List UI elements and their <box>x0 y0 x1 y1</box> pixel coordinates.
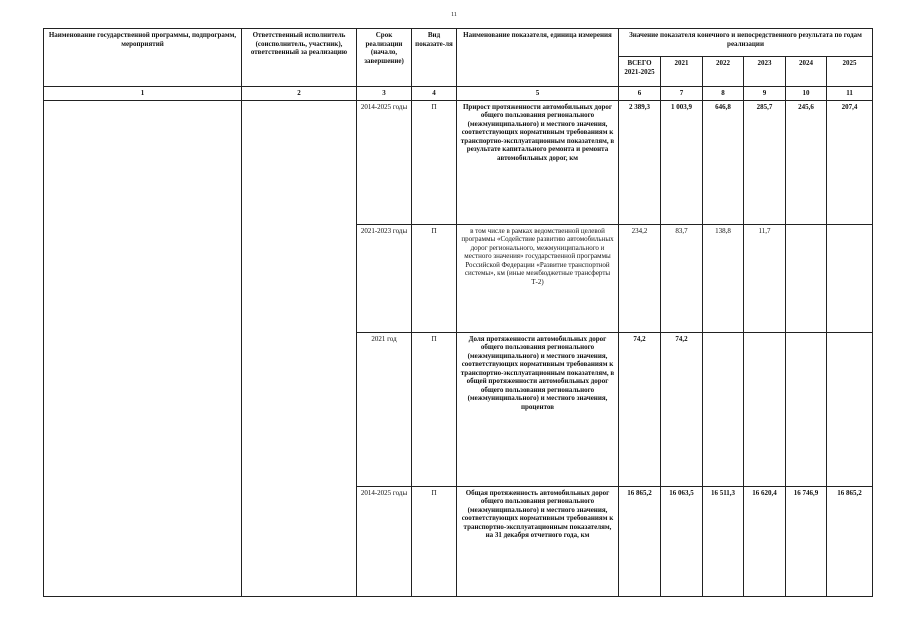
value-2024-cell <box>786 224 827 332</box>
type-cell: П <box>412 486 457 596</box>
value-2021-cell: 16 063,5 <box>661 486 703 596</box>
table-row <box>44 100 873 224</box>
header-period: Срок реализации (начало, завершение) <box>357 29 412 87</box>
indicator-cell: Доля протяженности автомобильных дорог общего пользования регионального (межмуниципального) и местного значения, соответствующих нормативным требованиям к транспортно-эксплуатационным показателям, в общей протяженности автомобильных дорог общего пользования регионального (межмуниципального) и местного значения, процентов <box>457 332 619 486</box>
header-total: ВСЕГО 2021-2025 <box>619 57 661 87</box>
column-number-row <box>44 87 873 101</box>
value-2022-cell: 16 511,3 <box>703 486 744 596</box>
value-2023-cell: 11,7 <box>744 224 786 332</box>
value-2025-cell: 207,4 <box>827 100 873 224</box>
page-number: 11 <box>451 12 457 18</box>
column-number: 5 <box>457 87 619 101</box>
value-2023-cell: 16 620,4 <box>744 486 786 596</box>
header-year-2024: 2024 <box>786 57 827 87</box>
total-cell: 74,2 <box>619 332 661 486</box>
type-cell: П <box>412 224 457 332</box>
total-cell: 234,2 <box>619 224 661 332</box>
type-cell: П <box>412 332 457 486</box>
type-cell: П <box>412 100 457 224</box>
indicators-table <box>43 28 873 597</box>
column-number: 6 <box>619 87 661 101</box>
value-2021-cell: 74,2 <box>661 332 703 486</box>
column-number: 1 <box>44 87 242 101</box>
column-number: 10 <box>786 87 827 101</box>
indicator-cell: Общая протяженность автомобильных дорог общего пользования регионального (межмуниципального) и местного значения, соответствующих нормативным требованиям к транспортно-эксплуатационным показателям, на 31 декабря отчетного года, км <box>457 486 619 596</box>
value-2023-cell <box>744 332 786 486</box>
header-year-2022: 2022 <box>703 57 744 87</box>
column-number: 3 <box>357 87 412 101</box>
value-2025-cell <box>827 224 873 332</box>
value-2022-cell <box>703 332 744 486</box>
total-cell: 2 389,3 <box>619 100 661 224</box>
header-year-2025: 2025 <box>827 57 873 87</box>
header-indicator: Наименование показателя, единица измерения <box>457 29 619 87</box>
column-number: 9 <box>744 87 786 101</box>
responsible-cell <box>242 100 357 596</box>
header-year-2023: 2023 <box>744 57 786 87</box>
column-number: 8 <box>703 87 744 101</box>
value-2025-cell: 16 865,2 <box>827 486 873 596</box>
column-number: 4 <box>412 87 457 101</box>
value-2021-cell: 1 003,9 <box>661 100 703 224</box>
period-cell: 2021 год <box>357 332 412 486</box>
header-type: Вид показате-ля <box>412 29 457 87</box>
header-responsible: Ответственный исполнитель (соисполнитель, участник), ответственный за реализацию <box>242 29 357 87</box>
header-program: Наименование государственной программы, подпрограмм, мероприятий <box>44 29 242 87</box>
value-2022-cell: 138,8 <box>703 224 744 332</box>
column-number: 7 <box>661 87 703 101</box>
value-2025-cell <box>827 332 873 486</box>
period-cell: 2021-2023 годы <box>357 224 412 332</box>
header-values-group: Значение показателя конечного и непосредственного результата по годам реализации <box>619 29 873 57</box>
value-2023-cell: 285,7 <box>744 100 786 224</box>
value-2022-cell: 646,8 <box>703 100 744 224</box>
period-cell: 2014-2025 годы <box>357 100 412 224</box>
header-year-2021: 2021 <box>661 57 703 87</box>
column-number: 11 <box>827 87 873 101</box>
column-number: 2 <box>242 87 357 101</box>
program-cell <box>44 100 242 596</box>
value-2024-cell <box>786 332 827 486</box>
total-cell: 16 865,2 <box>619 486 661 596</box>
value-2024-cell: 245,6 <box>786 100 827 224</box>
indicator-cell: Прирост протяженности автомобильных дорог общего пользования регионального (межмуниципального) и местного значения, соответствующих нормативным требованиям к транспортно-эксплуатационным показателям, в результате капитального ремонта и ремонта автомобильных дорог, км <box>457 100 619 224</box>
indicator-cell: в том числе в рамках ведомственной целевой программы «Содействие развитию автомобильных дорог регионального, межмуниципального и местного значения» государственной программы Российской Федерации «Развитие транспортной системы», км (иные межбюджетные трансферты Т-2) <box>457 224 619 332</box>
value-2024-cell: 16 746,9 <box>786 486 827 596</box>
period-cell: 2014-2025 годы <box>357 486 412 596</box>
value-2021-cell: 83,7 <box>661 224 703 332</box>
